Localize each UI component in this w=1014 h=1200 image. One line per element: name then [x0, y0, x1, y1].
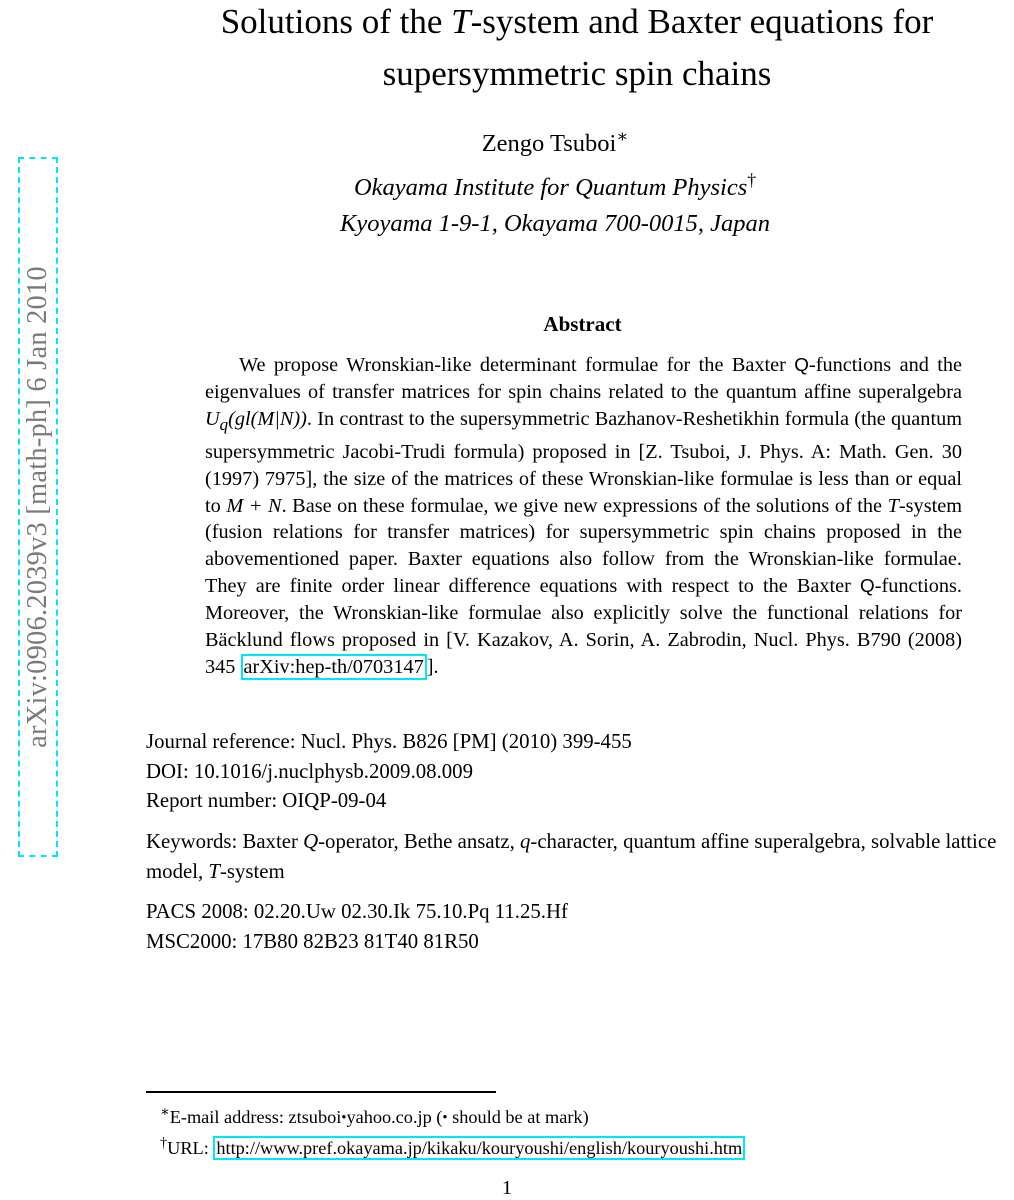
- page-title: [140, 0, 1014, 100]
- keywords-prefix: Keywords: Baxter: [146, 830, 304, 853]
- footnote-email-note: should be at mark): [447, 1107, 589, 1128]
- abstract-math-m-plus-n: M + N: [226, 494, 282, 517]
- abstract-seg-6: -functions. Moreover, the Wronskian-like formulae also explicitly solve the functional relations for Bäcklund flows proposed in [V. Kazakov, A. Sorin, A. Zabrodin, Nucl. Phys. B790 (2008) 345: [205, 575, 962, 679]
- abstract-q-symbol-2: Q: [860, 575, 875, 597]
- keywords-math-t: T: [208, 859, 220, 883]
- author-name-line: [140, 118, 970, 162]
- abstract-seg-7: ].: [426, 656, 439, 679]
- abstract-body: [205, 352, 962, 681]
- msc-codes: MSC2000: 17B80 82B23 81T40 81R50: [146, 929, 479, 953]
- abstract-math-u: U: [205, 407, 220, 430]
- footnote-separator-rule: [146, 1091, 496, 1093]
- keywords-seg-2: -character, quantum affine superalgebra, solvable lattice model,: [146, 830, 997, 883]
- report-number: Report number: OIQP-09-04: [146, 789, 387, 812]
- journal-reference: Journal reference: Nucl. Phys. B826 [PM] (2010) 399-455: [146, 730, 632, 753]
- keywords-seg-3: -system: [219, 859, 285, 883]
- classification-codes: [146, 897, 976, 956]
- abstract-seg-4: . Base on these formulae, we give new expressions of the solutions of the: [281, 494, 888, 517]
- title-line1-part1: Solutions of the: [220, 2, 452, 41]
- abstract-math-t: T: [887, 494, 899, 517]
- author-block: [140, 118, 970, 242]
- keywords-line: [146, 827, 1014, 886]
- institute-url-link[interactable]: http://www.pref.okayama.jp/kikaku/kouryoushi/english/kouryoushi.htm: [213, 1136, 745, 1160]
- footnote-email-domain: yahoo.co.jp (: [346, 1107, 443, 1128]
- publication-metadata: [146, 727, 976, 816]
- title-line1-part2: -system and Baxter equations for: [470, 2, 934, 41]
- page-number: 1: [501, 1177, 513, 1199]
- author-footnote-marker: ∗: [616, 126, 629, 146]
- footnote-note-bullet-icon: •: [442, 1109, 448, 1126]
- abstract-q-symbol-1: Q: [794, 354, 809, 375]
- footnote-marker-dagger: †: [160, 1134, 168, 1151]
- title-line2: supersymmetric spin chains: [382, 54, 772, 93]
- author-name: Zengo Tsuboi: [481, 130, 617, 158]
- affiliation-footnote-marker: †: [747, 170, 757, 191]
- footnote-url-label: URL:: [167, 1138, 214, 1159]
- footnote-url: [160, 1131, 1010, 1161]
- footnotes-block: [160, 1100, 1010, 1161]
- abstract-math-u-subscript: q: [219, 414, 229, 434]
- footnote-email-label: E-mail address: ztsuboi: [169, 1107, 342, 1128]
- keywords-math-q-lower: q: [519, 830, 531, 853]
- doi: DOI: 10.1016/j.nuclphysb.2009.08.009: [146, 759, 473, 783]
- arxiv-reference-link[interactable]: arXiv:hep-th/0703147: [241, 654, 427, 680]
- title-math-symbol-t: T: [451, 2, 471, 41]
- keywords-math-q: Q: [303, 830, 319, 853]
- arxiv-identifier-text: arXiv:0906.2039v3 [math-ph] 6 Jan 2010: [22, 266, 53, 748]
- affiliation-institute: Okayama Institute for Quantum Physics: [353, 174, 748, 202]
- affiliation-line-1: [140, 162, 970, 206]
- abstract-seg-3: . In contrast to the supersymmetric Bazhanov-Reshetikhin formula (the quantum supersymmetric Jacobi-Trudi formula) proposed in [Z. Tsuboi, J. Phys. A: Math. Gen. 30 (1997) 7975], the size of the matrices of these Wronskian-like formulae is less than or equal to: [205, 407, 962, 517]
- affiliation-line-2: Kyoyama 1-9-1, Okayama 700-0015, Japan: [339, 210, 771, 238]
- abstract-seg-1: We propose Wronskian-like determinant formulae for the Baxter: [239, 354, 795, 376]
- keywords-seg-1: -operator, Bethe ansatz,: [318, 830, 520, 853]
- abstract-seg-5: -system (fusion relations for transfer matrices) for supersymmetric spin chains proposed in the abovementioned paper. Baxter equations also follow from the Wronskian-like formulae. They are finite order linear difference equations with respect to the Baxter: [205, 494, 962, 598]
- abstract-math-gl: (gl(M|N)): [228, 407, 307, 430]
- footnote-marker-asterisk: ∗: [160, 1104, 170, 1120]
- footnote-email-bullet-icon: •: [341, 1109, 347, 1126]
- abstract-seg-2: -functions and the eigenvalues of transfer matrices for spin chains related to the quantum affine superalgebra: [205, 354, 963, 403]
- abstract-heading: Abstract: [543, 312, 622, 336]
- pacs-codes: PACS 2008: 02.20.Uw 02.30.Ik 75.10.Pq 11.25.Hf: [146, 900, 568, 923]
- footnote-email: [160, 1100, 1010, 1131]
